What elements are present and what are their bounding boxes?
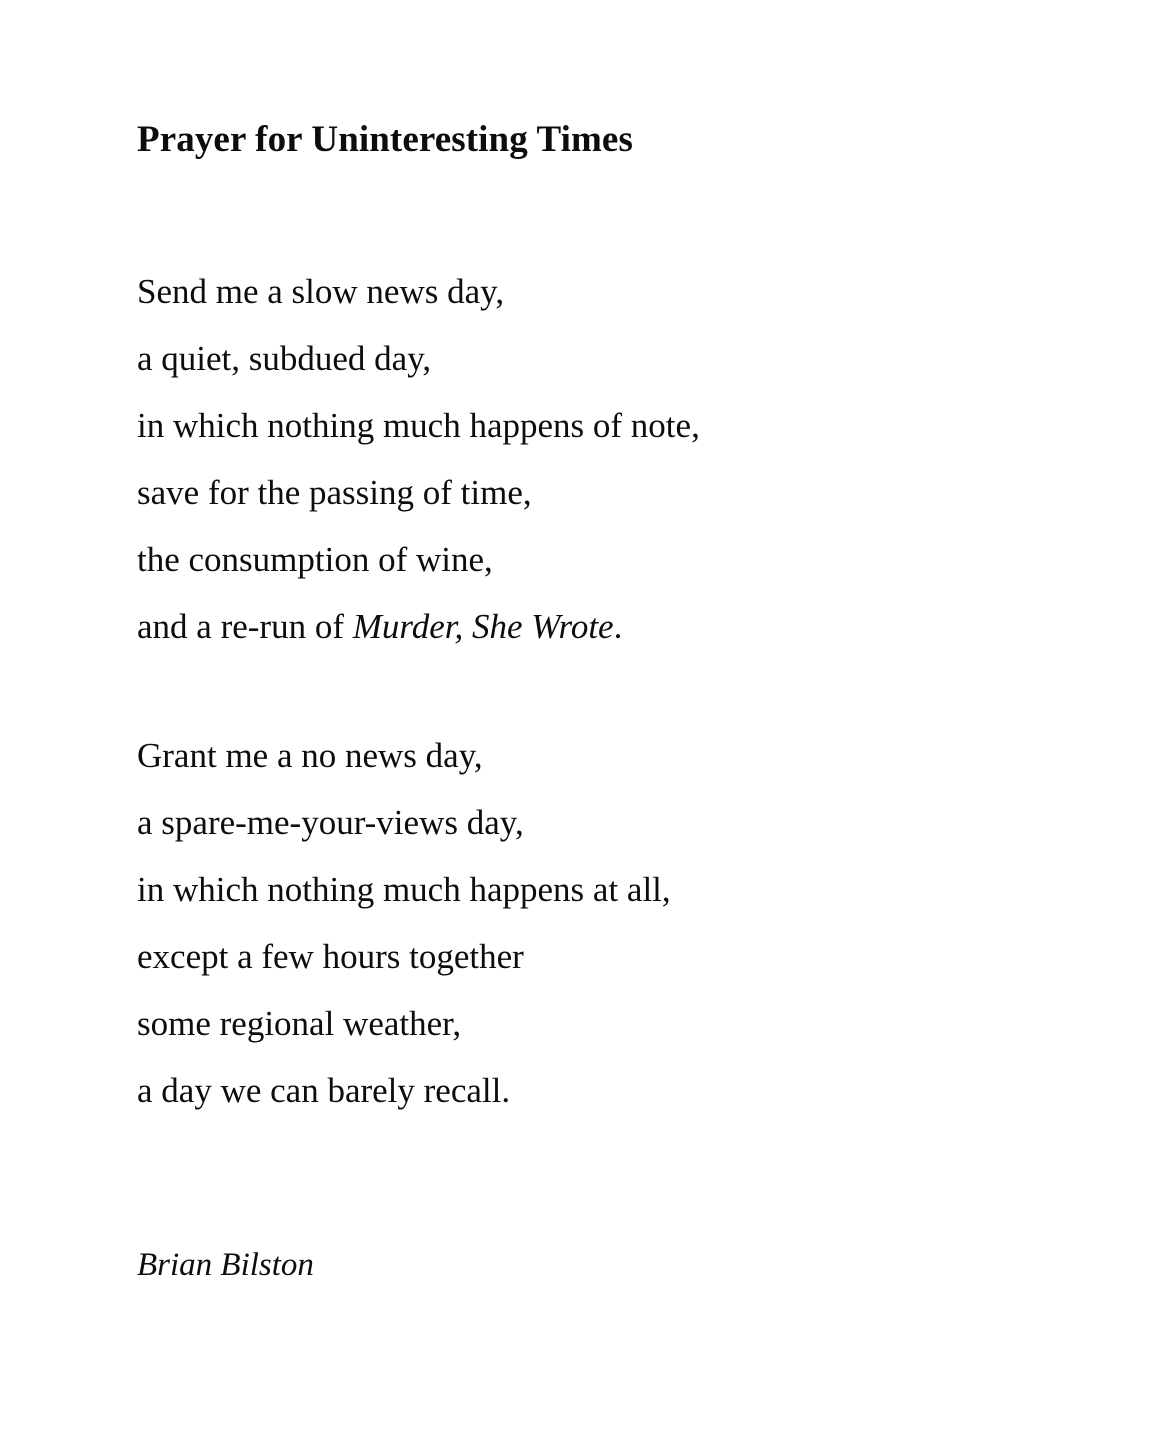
poem-line-with-title <box>137 593 1032 660</box>
page-title: Prayer for Uninteresting Times <box>137 119 633 160</box>
poem-line: Send me a slow news day, <box>137 272 505 312</box>
poem-line: Grant me a no news day, <box>137 736 483 776</box>
poem-line-text: and a re-run of <box>137 607 353 647</box>
author-byline: Brian Bilston <box>137 1247 314 1284</box>
poem-line: a day we can barely recall. <box>137 1071 511 1111</box>
poem-line-tail: . <box>613 607 623 647</box>
poem-line: the consumption of wine, <box>137 540 493 580</box>
poem-line: in which nothing much happens of note, <box>137 406 700 446</box>
stanza-2 <box>137 722 1032 1124</box>
stanza-1 <box>137 258 1032 660</box>
poem-line: save for the passing of time, <box>137 473 532 513</box>
poem-line: a quiet, subdued day, <box>137 339 432 379</box>
poem-line: except a few hours together <box>137 937 524 977</box>
poem-line: some regional weather, <box>137 1004 462 1044</box>
poem-line: a spare-me-your-views day, <box>137 803 524 843</box>
referenced-work-title: Murder, She Wrote <box>352 607 614 647</box>
poem-line: in which nothing much happens at all, <box>137 870 671 910</box>
